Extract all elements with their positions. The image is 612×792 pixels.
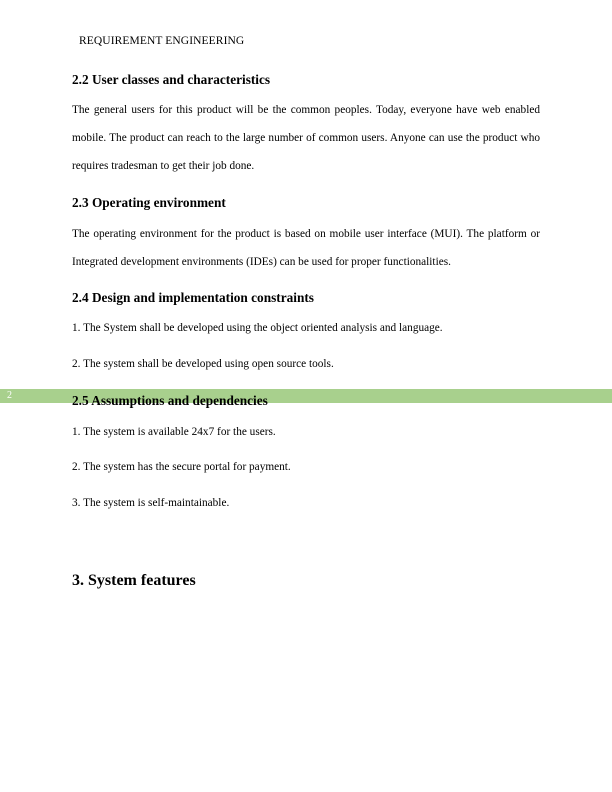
assumption-item-2: 2. The system has the secure portal for payment. — [72, 461, 291, 473]
paragraph-operating-environment: The operating environment for the product is based on mobile user interface (MUI). The platform or Integrated development environments (IDEs) can be used for proper functionalities. — [72, 228, 540, 268]
constraint-item-2: 2. The system shall be developed using open source tools. — [72, 358, 334, 370]
assumption-item-3: 3. The system is self-maintainable. — [72, 497, 230, 509]
assumption-item-1: 1. The system is available 24x7 for the users. — [72, 426, 276, 438]
paragraph-user-classes: The general users for this product will be the common peoples. Today, everyone have web enabled mobile. The product can reach to the large number of common users. Anyone can use the product who requires tradesman to get their job done. — [72, 104, 540, 172]
heading-user-classes: 2.2 User classes and characteristics — [72, 72, 271, 87]
heading-assumptions: 2.5 Assumptions and dependencies — [72, 393, 268, 408]
heading-system-features: 3. System features — [72, 572, 196, 589]
page-number: 2 — [7, 390, 12, 401]
heading-design-constraints: 2.4 Design and implementation constraints — [72, 290, 314, 305]
heading-operating-environment: 2.3 Operating environment — [72, 195, 226, 210]
constraint-item-1: 1. The System shall be developed using the object oriented analysis and language. — [72, 322, 443, 334]
running-header: REQUIREMENT ENGINEERING — [79, 35, 245, 47]
